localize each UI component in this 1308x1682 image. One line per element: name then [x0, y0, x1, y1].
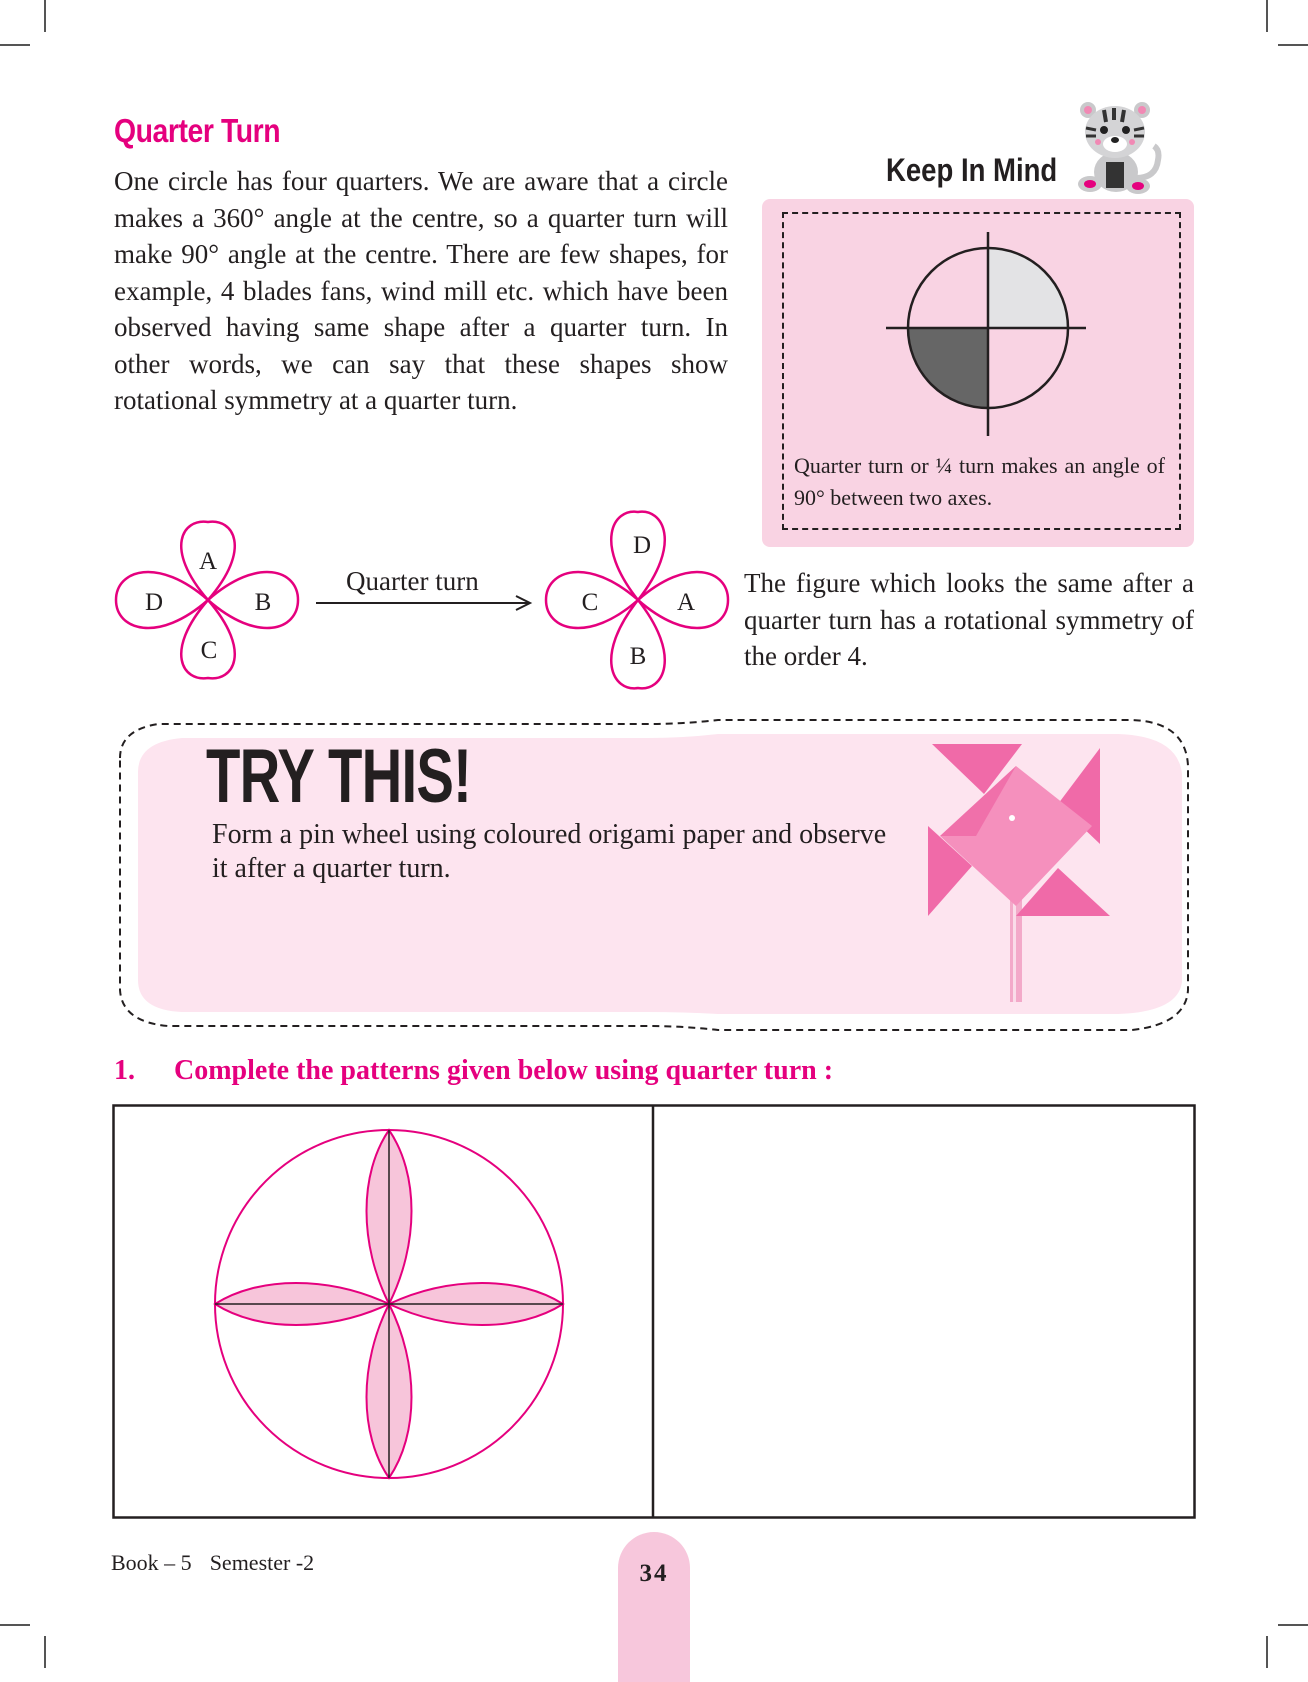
crop-mark: [44, 0, 46, 32]
exercise-instruction: [114, 1055, 833, 1087]
petal-figure-before: [108, 518, 304, 682]
exercise-number: 1.: [114, 1055, 135, 1086]
petal-label-right: A: [676, 589, 696, 616]
crop-mark: [0, 1624, 30, 1626]
crop-mark: [1278, 1624, 1308, 1626]
quarter-turn-circle-diagram: [880, 230, 1100, 450]
section-heading: Quarter Turn: [114, 112, 281, 149]
right-arrow-icon: [316, 594, 534, 612]
petal-label-top: A: [198, 548, 218, 575]
intro-paragraph: One circle has four quarters. We are aware that a circle makes a 360° angle at the centre, so a quarter turn will make 90° angle at the centre. There are few shapes, for example, 4 blades fans, wind mill etc. which have been observed having same shape after a quarter turn. In other words, we can say that these shapes show rotational symmetry at a quarter turn.: [114, 166, 728, 415]
keep-in-mind-caption: Quarter turn or ¼ turn makes an angle of 90° between two axes.: [794, 453, 1165, 510]
try-this-title: TRY THIS!: [206, 734, 472, 819]
crop-mark: [1278, 44, 1308, 46]
crop-mark: [1266, 0, 1268, 32]
crop-mark: [1266, 1636, 1268, 1668]
crop-mark: [44, 1636, 46, 1668]
quarter-turn-arrow-label: Quarter turn: [346, 566, 479, 596]
petal-label-left: D: [144, 589, 164, 616]
petal-label-top: D: [632, 532, 652, 559]
footer-book-info: [111, 1550, 314, 1576]
exercise-text: Complete the patterns given below using quarter turn :: [174, 1055, 834, 1086]
petal-label-right: B: [254, 589, 272, 616]
flower-pattern: [215, 1130, 563, 1478]
footer-semester: Semester -2: [209, 1550, 315, 1575]
petal-label-bottom: B: [629, 643, 647, 670]
petal-figure-after: [538, 508, 734, 692]
petal-label-left: C: [581, 589, 599, 616]
try-this-text: Form a pin wheel using coloured origami paper and observe it after a quarter turn.: [212, 819, 887, 884]
crop-mark: [0, 44, 30, 46]
pattern-table: [112, 1104, 1196, 1520]
page-number-tab: [618, 1532, 690, 1682]
tiger-mascot-icon: [1076, 100, 1166, 196]
page-number: 34: [639, 1560, 669, 1587]
pinwheel-icon: [924, 740, 1110, 1002]
petal-label-bottom: C: [200, 637, 218, 664]
footer-book: Book – 5: [111, 1550, 192, 1575]
keep-in-mind-title: Keep In Mind: [886, 152, 1058, 188]
rotation-order-note: The figure which looks the same after a quarter turn has a rotational symmetry of the order 4.: [744, 568, 1194, 671]
